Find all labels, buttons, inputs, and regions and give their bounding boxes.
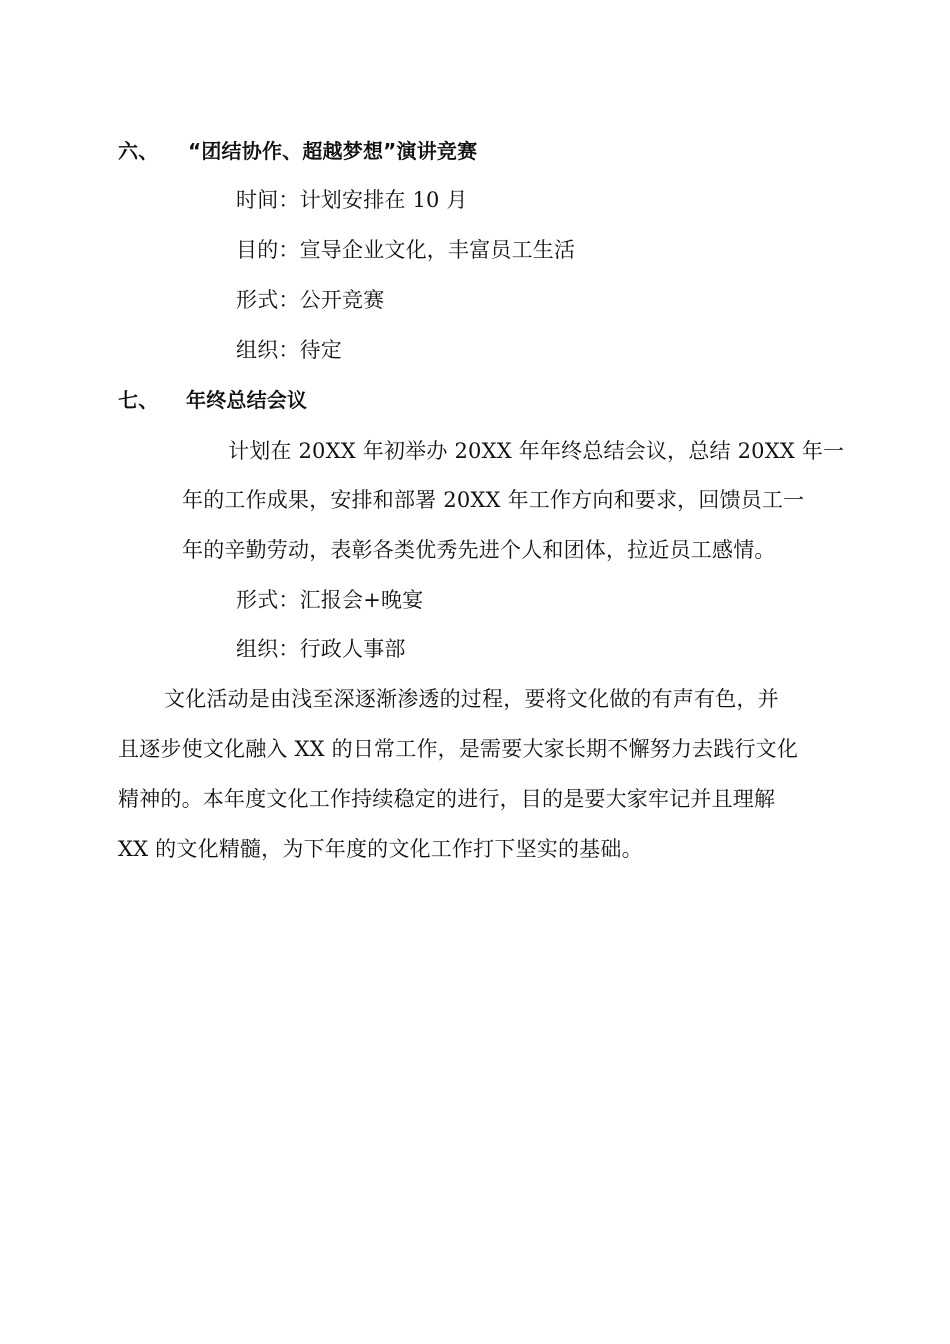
section-6-item-time: 时间：计划安排在 10 月 <box>236 188 468 212</box>
conclusion-line-3: 精神的。本年度文化工作持续稳定的进行，目的是要大家牢记并且理解 <box>118 787 776 811</box>
section-7-item-format: 形式：汇报会+晚宴 <box>236 588 424 612</box>
section-7-item-organizer: 组织：行政人事部 <box>236 637 406 661</box>
conclusion-line-1: 文化活动是由浅至深逐渐渗透的过程，要将文化做的有声有色，并 <box>164 687 779 711</box>
section-7-heading <box>118 385 378 415</box>
section-6-item-purpose: 目的：宣导企业文化，丰富员工生活 <box>236 238 576 262</box>
section-6-heading <box>118 136 538 166</box>
section-6-item-organizer: 组织：待定 <box>236 338 342 362</box>
section-6-item-format: 形式：公开竞赛 <box>236 288 385 312</box>
conclusion-line-4: XX 的文化精髓，为下年度的文化工作打下坚实的基础。 <box>118 837 643 861</box>
conclusion-line-2: 且逐步使文化融入 XX 的日常工作，是需要大家长期不懈努力去践行文化 <box>118 737 799 761</box>
section-7-paragraph-line-3: 年的辛勤劳动，表彰各类优秀先进个人和团体，拉近员工感情。 <box>182 538 776 562</box>
section-7-paragraph-line-2: 年的工作成果，安排和部署 20XX 年工作方向和要求，回馈员工一 <box>182 488 805 512</box>
section-7-number: 七、 <box>118 388 159 412</box>
section-7-paragraph-line-1: 计划在 20XX 年初举办 20XX 年年终总结会议，总结 20XX 年一 <box>228 439 845 463</box>
section-6-number: 六、 <box>118 139 159 163</box>
section-6-title: “团结协作、超越梦想”演讲竞赛 <box>188 139 478 163</box>
section-7-title: 年终总结会议 <box>186 388 308 412</box>
